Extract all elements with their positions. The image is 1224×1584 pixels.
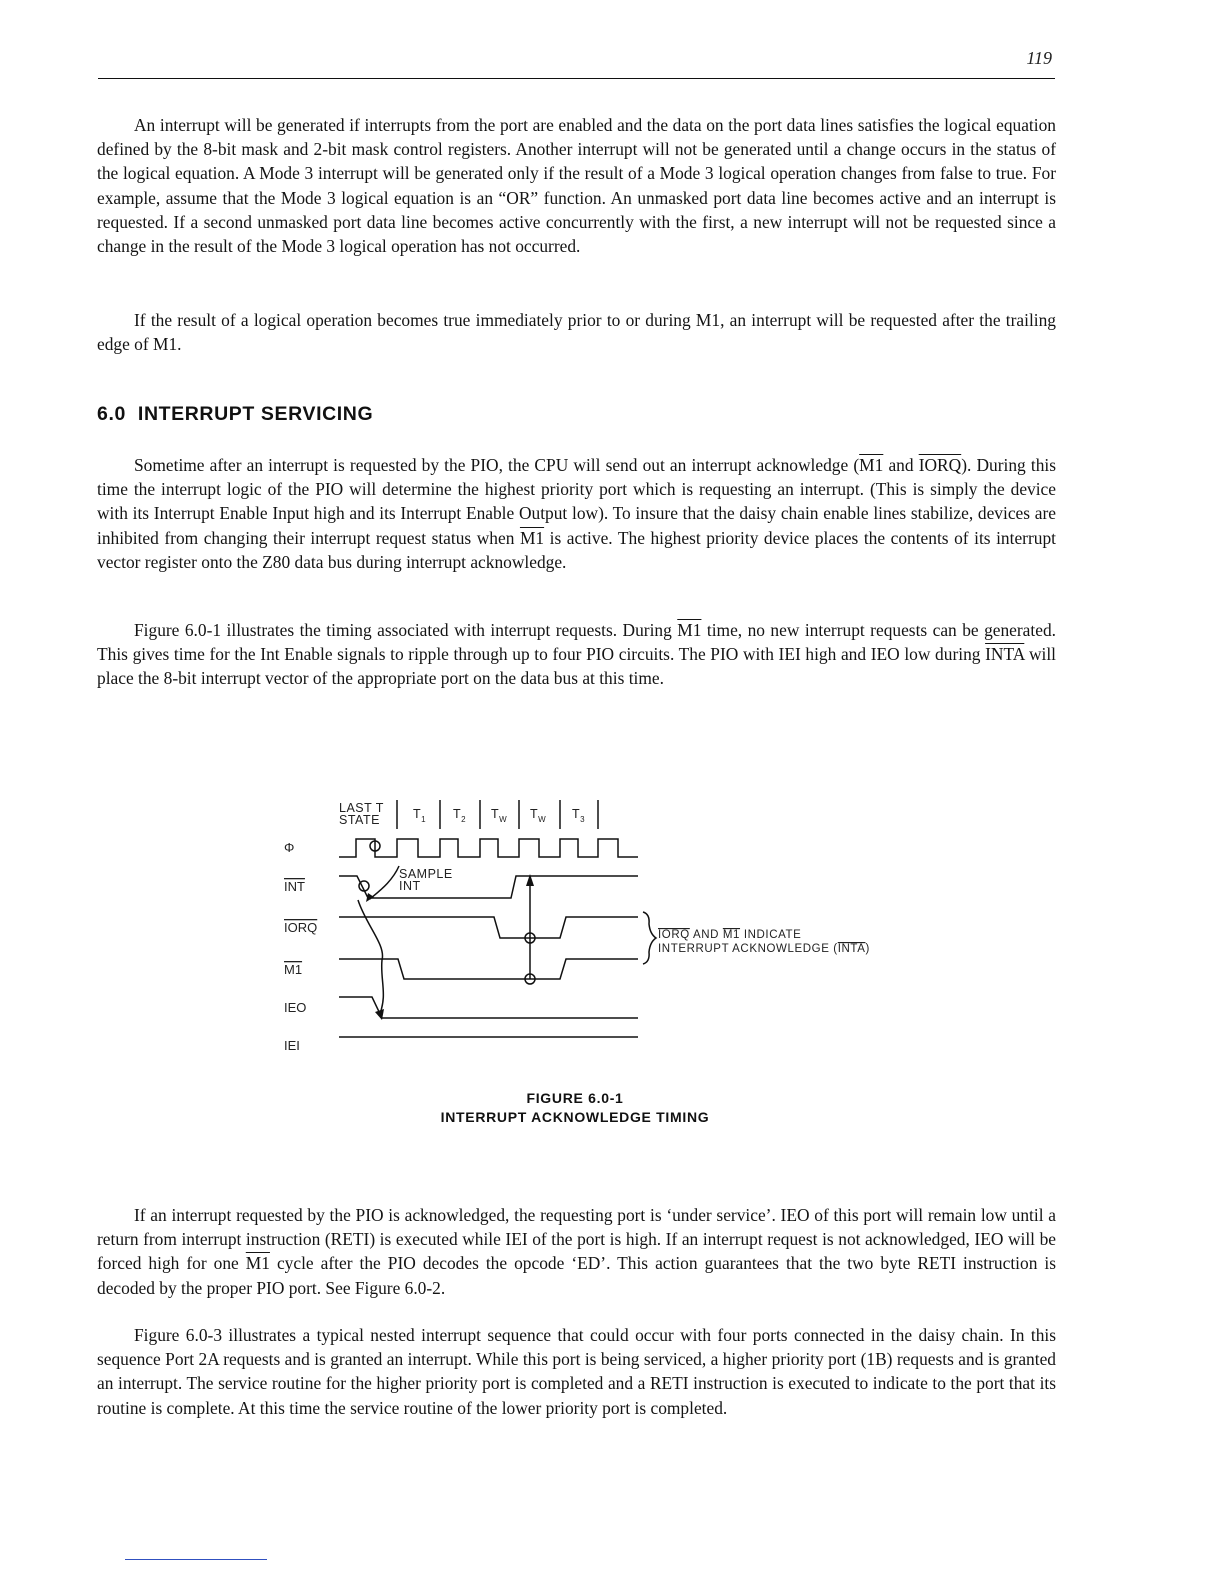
overlined-signal: M1 (245, 1253, 270, 1274)
header-t2: $T_2$ (453, 807, 467, 824)
waveform-ieo (339, 997, 638, 1018)
label-iorq: IORQ (284, 920, 318, 935)
sample-arrow (370, 866, 399, 899)
section-number: 6.0 (97, 403, 126, 425)
label-ieo: IEO (284, 1000, 307, 1015)
label-int: INT (284, 879, 305, 894)
paragraph-mode3-interrupt: An interrupt will be generated if interrupts from the port are enabled and the data on the port data lines satisfies the logical equation defined by the 8-bit mask and 2-bit mask control registers. Another interrupt will not be generated until a change occurs in the status of the logical equation. A Mode 3 interrupt will be generated only if the result of a Mode 3 logical operation changes from false to true. For example, assume that the Mode 3 logical equation is an “OR” function. An unmasked port data line becomes active and an interrupt is requested. If a second unmasked port data line becomes active concurrently with the first, a new interrupt will not be requested since a change in the result of the Mode 3 logical operation has not occurred. (97, 115, 1056, 257)
figure-title: INTERRUPT ACKNOWLEDGE TIMING (440, 1109, 710, 1125)
waveforms (339, 839, 656, 1037)
overlined-signal: M1 (519, 527, 545, 548)
header-tw-2: $T_W$ (530, 807, 547, 824)
text-run: Sometime after an interrupt is requested by the PIO, the CPU will send out an interrupt acknowledge ( (134, 455, 860, 475)
text-run: Figure 6.0-1 illustrates the timing associated with interrupt requests. During (134, 620, 678, 640)
header-last-t: LAST T (339, 801, 384, 815)
text-run: and (883, 455, 919, 475)
footer-rule (125, 1559, 267, 1560)
label-phi: Φ (284, 840, 295, 855)
annotation-line1: IORQ AND M1 INDICATE (658, 929, 802, 941)
label-m1: M1 (284, 962, 303, 977)
text-run: If an interrupt requested by the PIO is acknowledged, the requesting port is ‘under service’. IEO of this port will remain low until a return from interrupt instruction (RETI) is executed while IEI of the port is high. If an interrupt request is not acknowledged, IEO will be forced high for one (97, 1205, 1056, 1274)
overlined-signal: M1 (859, 455, 884, 475)
text-run: cycle after the PIO decodes the opcode ‘ED’. This action guarantees that the two byte RETI instruction is decoded by the proper PIO port. See Figure 6.0-2. (97, 1253, 1056, 1298)
annotation-brace (643, 912, 656, 964)
waveform-iorq (339, 917, 638, 938)
overlined-signal: M1 (677, 620, 702, 640)
paragraph-nested-interrupts: Figure 6.0-3 illustrates a typical nested interrupt sequence that could occur with four ports connected in the daisy chain. In this sequence Port 2A requests and is granted an interrupt. While this port is being serviced, a higher priority port (1B) requests and is granted an interrupt. The service routine for the higher priority port is completed and a RETI instruction is executed to indicate to the port that its routine is complete. At this time the service routine of the lower priority port is completed. (97, 1325, 1056, 1418)
sample-int-label: INT (399, 879, 421, 893)
page-number: 119 (1026, 48, 1052, 68)
paragraph-under-service (97, 1203, 1056, 1300)
overlined-signal: INTA (985, 644, 1025, 665)
header-tw-1: $T_W$ (491, 807, 508, 824)
sample-label: SAMPLE (399, 867, 453, 881)
label-iei: IEI (284, 1038, 300, 1053)
waveform-clock (339, 839, 638, 857)
waveform-m1 (339, 959, 638, 979)
text-run: ). During this time the interrupt logic of the PIO will determine the highest priority port which is requesting an interrupt. (This is simply the device with its Interrupt Enable Input high and its Interrupt Enable Output low). To insure that the daisy chain enable lines stabilize, devices are inhibited from changing their interrupt request status when (97, 455, 1056, 548)
paragraph-m1-timing: If the result of a logical operation becomes true immediately prior to or during M1, an interrupt will be requested after the trailing edge of M1. (97, 310, 1056, 355)
sample-arrowhead (366, 893, 374, 902)
header-state: STATE (339, 813, 380, 827)
annotation-line2: INTERRUPT ACKNOWLEDGE (INTA) (658, 943, 870, 955)
figure-number: FIGURE 6.0-1 (526, 1090, 624, 1106)
overlined-signal: IORQ (918, 455, 962, 475)
text-run: is active. The highest priority device places the contents of its interrupt vector register onto the Z80 data bus during interrupt acknowledge. (97, 527, 1056, 572)
section-title: INTERRUPT SERVICING (137, 403, 374, 425)
text-run: will place the 8-bit interrupt vector of the appropriate port on the data bus at this time. (97, 644, 1056, 689)
header-t3: $T_3$ (572, 807, 586, 824)
text-run: time, no new interrupt requests can be generated. This gives time for the Int Enable signals to ripple through up to four PIO circuits. The PIO with IEI high and IEO low during (97, 620, 1056, 665)
header-t1: $T_1$ (413, 807, 427, 824)
